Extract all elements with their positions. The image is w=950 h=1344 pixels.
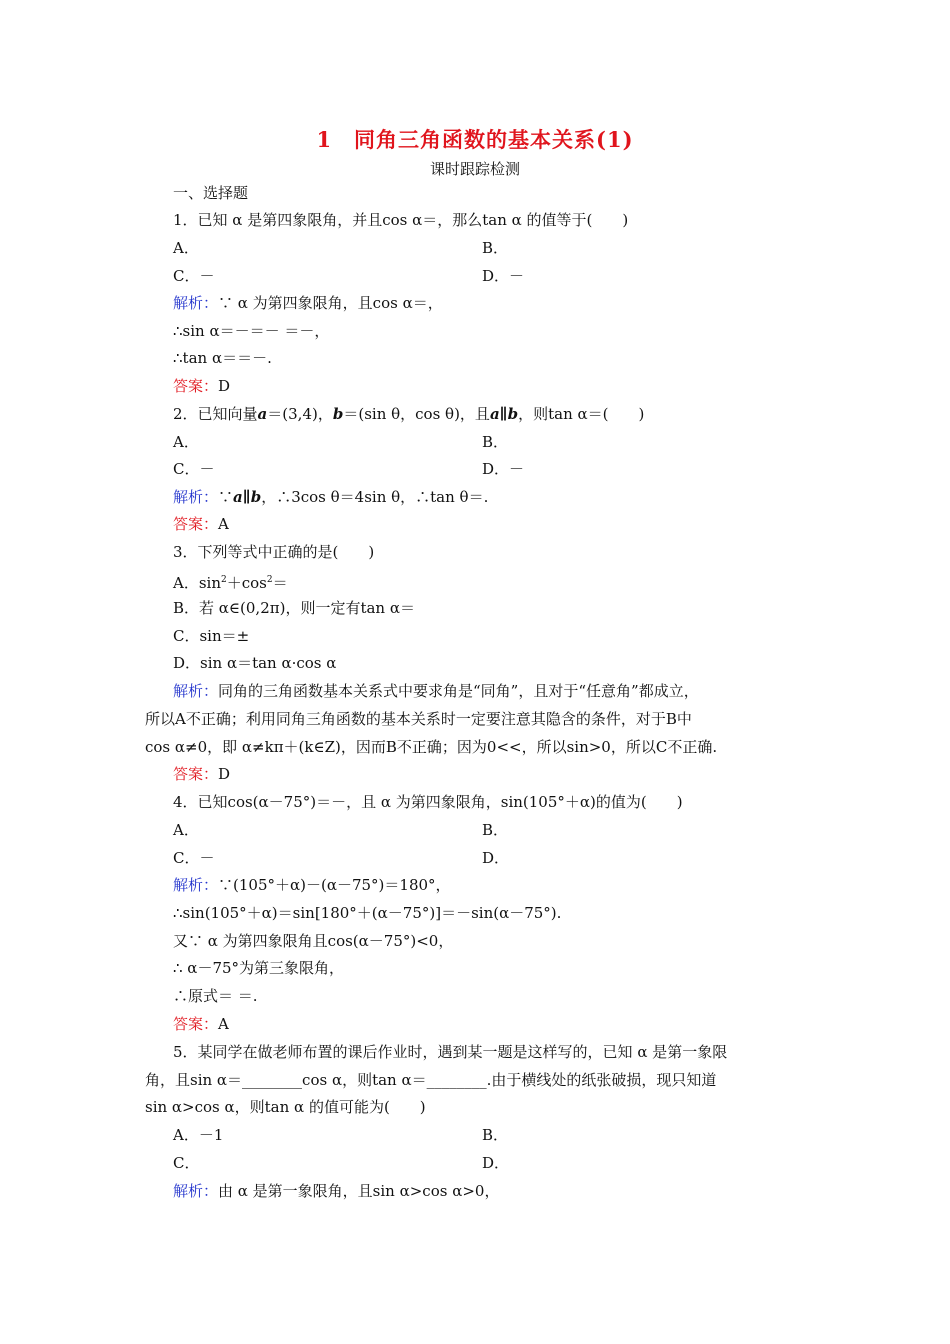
q4-option-b: B． (482, 821, 509, 839)
q4-analysis-2: ∴sin(105°＋α)＝sin[180°＋(α－75°)]＝－sin(α－75°). (173, 904, 562, 922)
q4-analysis-4: ∴ α－75°为第三象限角， (173, 959, 345, 977)
q3-answer-value: D (218, 765, 231, 783)
q1-option-d: D．－ (482, 267, 525, 285)
q5-stem-3: sin α>cos α，则tan α 的值可能为( ) (145, 1098, 426, 1116)
page-subtitle: 课时跟踪检测 (429, 160, 520, 178)
answer-label: 答案： (173, 765, 219, 783)
answer-label: 答案： (173, 1015, 219, 1033)
q2-analysis-post: ，∴3cos θ＝4sin θ，∴tan θ＝. (261, 488, 489, 506)
q1-analysis-1: ∵ α 为第四象限角，且cos α＝， (218, 294, 443, 312)
vector-a: a (257, 405, 268, 423)
q1-answer-value: D (218, 377, 231, 395)
q3-analysis-1: 同角的三角函数基本关系式中要求角是“同角”，且对于“任意角”都成立， (218, 682, 699, 700)
q5-analysis-1: 由 α 是第一象限角，且sin α>cos α>0， (218, 1182, 500, 1200)
q1-analysis-3: ∴tan α＝＝－. (173, 349, 272, 367)
q2-answer (173, 514, 229, 534)
q2-option-c: C．－ (173, 460, 215, 478)
analysis-label: 解析： (173, 1182, 219, 1200)
q5-option-d: D． (482, 1154, 510, 1172)
answer-label: 答案： (173, 515, 219, 533)
q5-option-c: C． (173, 1154, 200, 1172)
page-title: 1 同角三角函数的基本关系(1) (316, 127, 634, 152)
vector-parallel: a∥b (233, 488, 262, 506)
q2-stem-mid1: ＝(3,4)， (267, 405, 333, 423)
q4-answer (173, 1014, 229, 1034)
q2-answer-value: A (218, 515, 229, 533)
q3-answer (173, 764, 230, 784)
q5-option-b: B． (482, 1126, 509, 1144)
q1-option-b: B． (482, 239, 509, 257)
q1-analysis-2: ∴sin α＝－＝－ ＝－， (173, 322, 330, 340)
q4-analysis-1: ∵(105°＋α)－(α－75°)＝180°， (218, 876, 451, 894)
q1-analysis (173, 293, 443, 313)
analysis-label: 解析： (173, 682, 219, 700)
q3-option-c: C．sin＝± (173, 627, 250, 645)
q2-stem-end: ，则tan α＝( ) (518, 405, 645, 423)
q4-option-a: A． (173, 821, 199, 839)
q2-analysis-pre: ∵ (218, 488, 234, 506)
q3-analysis-3: cos α≠0，即 α≠kπ＋(k∈Z)，因而B不正确；因为0<<，所以sin>0，所以C不正确. (145, 738, 718, 756)
answer-label: 答案： (173, 377, 219, 395)
analysis-label: 解析： (173, 488, 219, 506)
q1-stem: 1．已知 α 是第四象限角，并且cos α＝，那么tan α 的值等于( ) (173, 211, 629, 229)
q3-option-b: B．若 α∈(0,2π)，则一定有tan α＝ (173, 599, 415, 617)
q2-option-d: D．－ (482, 460, 525, 478)
q2-stem-mid2: ＝(sin θ，cos θ)，且 (343, 405, 490, 423)
q2-analysis (173, 487, 488, 507)
superscript-2: 2 (221, 575, 227, 585)
q1-option-c: C．－ (173, 267, 215, 285)
q3-option-a-pre: A．sin (173, 574, 221, 592)
q3-option-a-mid: ＋cos (226, 574, 267, 592)
q5-analysis (173, 1181, 499, 1201)
section-heading: 一、选择题 (173, 184, 249, 202)
q2-stem (173, 404, 644, 424)
q2-option-b: B． (482, 433, 509, 451)
q5-option-a: A．－1 (173, 1126, 224, 1144)
q4-option-c: C．－ (173, 849, 215, 867)
q4-stem: 4．已知cos(α－75°)＝－，且 α 为第四象限角，sin(105°＋α)的值为( ) (173, 793, 683, 811)
q3-stem: 3．下列等式中正确的是( ) (173, 543, 375, 561)
q3-option-a-post: ＝ (272, 574, 288, 592)
q4-analysis (173, 875, 451, 895)
q3-option-a (173, 570, 288, 593)
q4-analysis-5: ∴原式＝ ＝. (173, 987, 258, 1005)
vector-b: b (332, 405, 344, 423)
q3-analysis-2: 所以A不正确；利用同角三角函数的基本关系时一定要注意其隐含的条件，对于B中 (145, 710, 692, 728)
q1-answer (173, 376, 230, 396)
q4-answer-value: A (218, 1015, 229, 1033)
q1-option-a: A． (173, 239, 199, 257)
q2-option-a: A． (173, 433, 199, 451)
q5-stem-2: 角，且sin α＝________cos α，则tan α＝________.由于横线处的纸张破损，现只知道 (145, 1071, 717, 1089)
q3-analysis (173, 681, 699, 701)
q4-analysis-3: 又∵ α 为第四象限角且cos(α－75°)<0， (173, 932, 454, 950)
analysis-label: 解析： (173, 294, 219, 312)
vector-parallel: a∥b (489, 405, 519, 423)
q4-option-d: D． (482, 849, 510, 867)
analysis-label: 解析： (173, 876, 219, 894)
q2-stem-pre: 2．已知向量 (173, 405, 258, 423)
superscript-2: 2 (266, 575, 273, 585)
q5-stem-1: 5．某同学在做老师布置的课后作业时，遇到某一题是这样写的，已知 α 是第一象限 (173, 1043, 728, 1061)
q3-option-d: D．sin α＝tan α·cos α (173, 654, 337, 672)
